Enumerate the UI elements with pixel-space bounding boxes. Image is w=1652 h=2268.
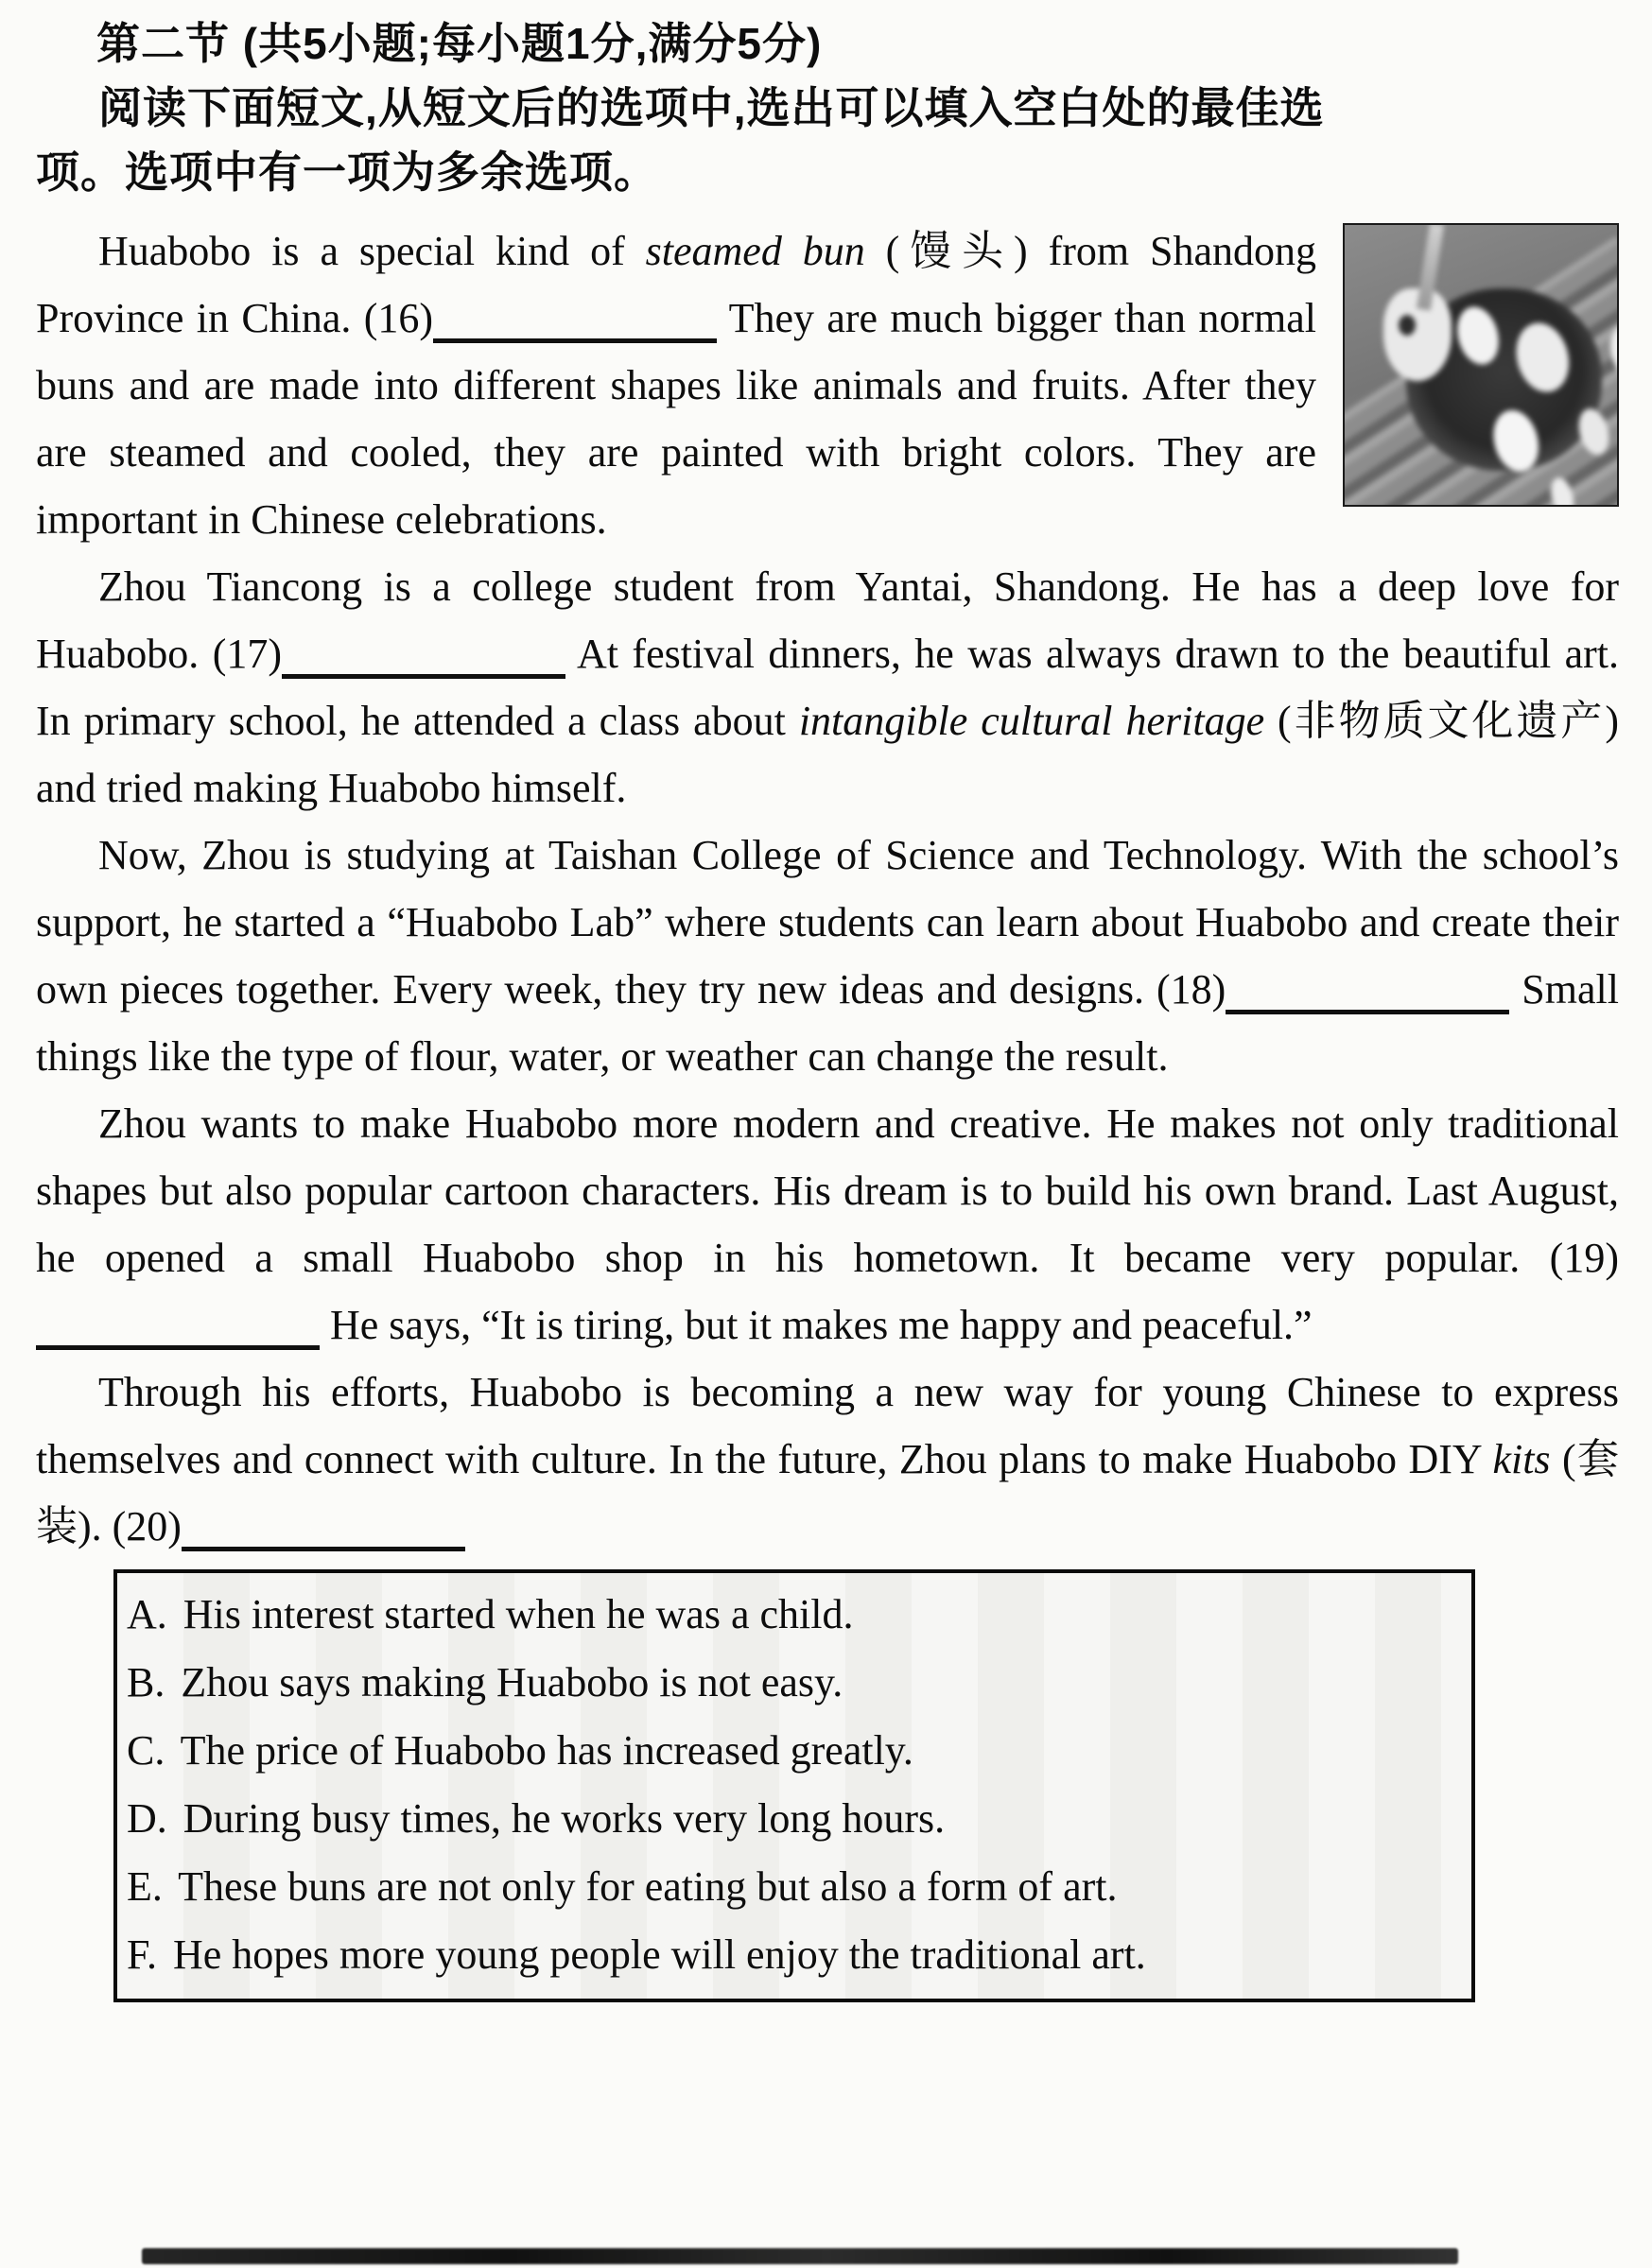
answer-blank-16 (433, 325, 717, 343)
answer-blank-20 (182, 1533, 465, 1551)
paragraph-3 (36, 822, 1619, 1090)
instructions-line-2: 项。选项中有一项为多余选项。 (36, 147, 658, 197)
option-text: Zhou says making Huabobo is not easy. (170, 1659, 843, 1705)
option-letter: D. (127, 1795, 167, 1842)
option-text: These buns are not only for eating but also a form of art. (167, 1863, 1118, 1910)
section-header (36, 11, 1619, 204)
section-title: 第二节 (共5小题;每小题1分,满分5分) (96, 19, 823, 68)
answer-blank-19 (36, 1332, 320, 1350)
option-letter: F. (127, 1931, 157, 1978)
option-text: His interest started when he was a child. (172, 1591, 854, 1637)
passage-text: Small things like the type of flour, water, or weather can change the result. (36, 966, 1619, 1080)
passage-text: Zhou wants to make Huabobo more modern and creative. He makes not only traditional shapes but also popular cartoon characters. His dream is to build his own brand. Last August, he opened a small Huabobo shop in his hometown. It became very popular. (19) (36, 1100, 1619, 1281)
passage-text: (套装). (20) (36, 1436, 1619, 1550)
passage-text: Huabobo is a special kind of (98, 228, 646, 274)
italic-text: intangible cultural heritage (798, 698, 1265, 744)
option-C (127, 1717, 1456, 1785)
italic-text: steamed bun (645, 228, 865, 274)
option-text: The price of Huabobo has increased greatly. (170, 1727, 913, 1774)
option-text: He hopes more young people will enjoy the traditional art. (162, 1931, 1146, 1978)
passage (36, 217, 1619, 1560)
huabobo-photo (1343, 223, 1619, 507)
passage-text: Now, Zhou is studying at Taishan College of Science and Technology. With the school’s support, he started a “Huabobo Lab” where students can learn about Huabobo and create their own pieces together. Every week, they try new ideas and designs. (18) (36, 832, 1619, 1013)
option-E (127, 1853, 1456, 1921)
option-letter: B. (127, 1659, 165, 1705)
passage-text: He says, “It is tiring, but it makes me happy and peaceful.” (320, 1302, 1313, 1348)
option-text: During busy times, he works very long hours. (172, 1795, 946, 1842)
scan-artifact-smudge (142, 2248, 1458, 2264)
passage-text: Zhou Tiancong is a college student from Yantai, Shandong. He has a deep love for Huabobo. (17) (36, 563, 1619, 677)
option-B (127, 1649, 1456, 1717)
passage-text: At festival dinners, he was always drawn to the beautiful art. In primary school, he attended a class about (36, 631, 1620, 744)
option-letter: E. (127, 1863, 163, 1910)
paragraph-5 (36, 1359, 1619, 1560)
answer-blank-18 (1226, 996, 1509, 1014)
passage-text: They are much bigger than normal buns and are made into different shapes like animals and fruits. After they are steamed and cooled, they are painted with bright colors. They are important in Chinese celebrations. (36, 295, 1316, 543)
answer-blank-17 (282, 661, 565, 679)
photo-art (1343, 223, 1619, 507)
passage-text: (馒头) from Shandong Province in China. (16) (36, 228, 1317, 341)
passage-text: Through his efforts, Huabobo is becoming a new way for young Chinese to express themselves and connect with culture. In the future, Zhou plans to make Huabobo DIY (36, 1369, 1619, 1482)
option-D (127, 1785, 1456, 1853)
options-box (113, 1569, 1475, 2002)
option-A (127, 1581, 1456, 1649)
italic-text: kits (1492, 1436, 1551, 1482)
option-F (127, 1921, 1456, 1989)
paragraph-4 (36, 1090, 1619, 1359)
paragraph-2 (36, 553, 1619, 822)
passage-text: (非物质文化遗产) and tried making Huabobo himself. (36, 698, 1619, 811)
option-letter: A. (127, 1591, 167, 1637)
option-letter: C. (127, 1727, 165, 1774)
instructions-line-1: 阅读下面短文,从短文后的选项中,选出可以填入空白处的最佳选 (98, 83, 1325, 132)
